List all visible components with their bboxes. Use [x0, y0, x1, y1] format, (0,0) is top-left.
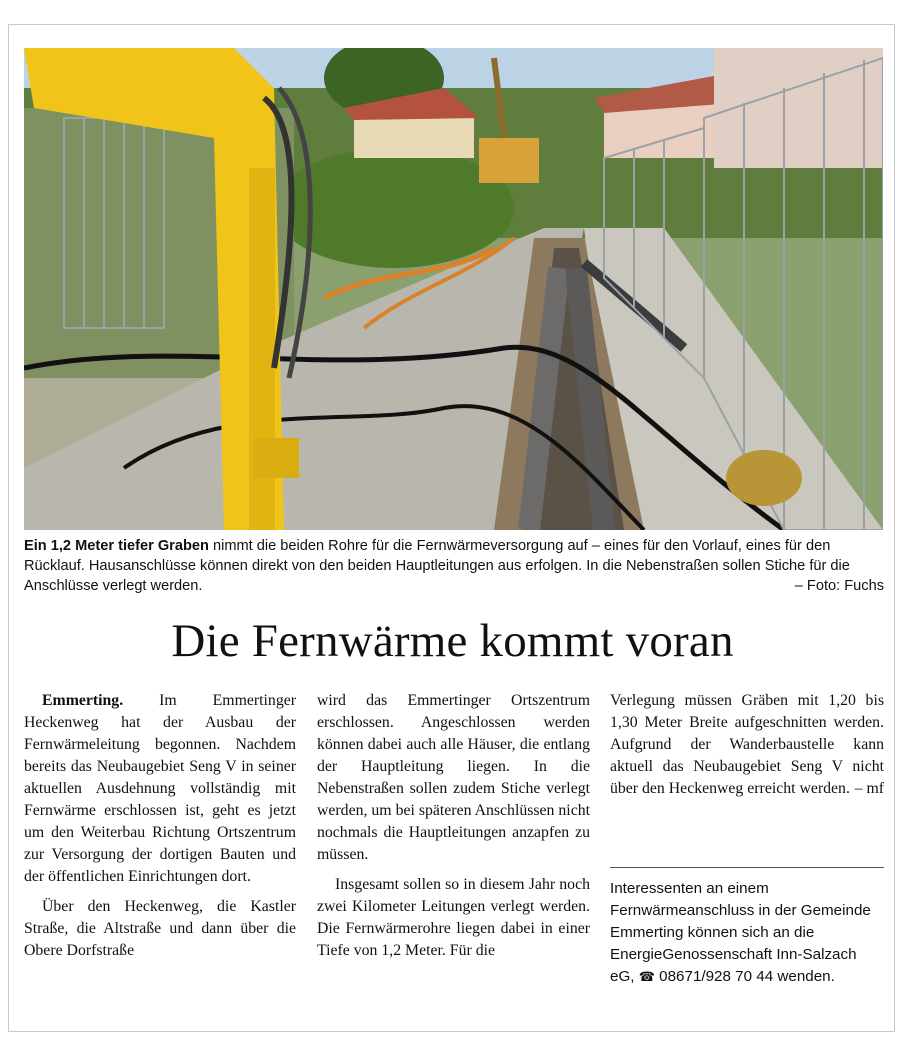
caption-text: nimmt die beiden Rohre für die Fernwärmeversorgung auf – eines für den Vorlauf, eines für den Rücklauf. Hausanschlüsse können direkt von den beiden Hauptleitungen aus erfolgen. In die Nebenstraßen sollen Stiche für die Anschlüsse verlegt werden.	[24, 538, 850, 594]
photo-credit: – Foto: Fuchs	[789, 576, 884, 596]
article-paragraph	[610, 690, 884, 800]
photo-caption	[24, 536, 884, 596]
info-box	[610, 878, 884, 988]
article-column-2	[317, 690, 590, 962]
headline: Die Fernwärme kommt voran	[171, 615, 734, 667]
article-column-3	[610, 690, 884, 800]
article-paragraph: wird das Emmertinger Ortszentrum erschlossen. Angeschlossen werden können dabei auch alle Häuser, die entlang der Hauptleitung liegen. In die Nebenstraßen sollen zudem Stiche verlegt werden, um bei späteren Anschlüssen nicht nochmals die Hauptleitungen anzapfen zu müssen.	[317, 692, 590, 863]
author-signature: – mf	[854, 780, 884, 797]
dateline: Emmerting.	[42, 692, 124, 709]
paragraph-text: Verlegung müssen Gräben mit 1,20 bis 1,30 Meter Breite aufgeschnitten werden. Aufgrund der Wanderbaustelle kann aktuell das Neubaugebiet Seng V nicht über den Heckenweg erreicht werden.	[610, 692, 884, 797]
construction-photo	[24, 48, 883, 530]
paragraph-text: Im Emmertinger Heckenweg hat der Ausbau der Fernwärmeleitung begonnen. Nachdem bereits das Neubaugebiet Seng V in seiner aktuellen Ausdehnung vollständig mit Fernwärme erschlossen ist, geht es jetzt um den Weiterbau Richtung Ortszentrum zur Versorgung der dortigen Bauten und der öffentlichen Einrichtungen dort.	[24, 692, 296, 885]
caption-lead: Ein 1,2 Meter tiefer Graben	[24, 538, 209, 554]
article-paragraph	[24, 690, 296, 888]
info-text: Interessenten an einem Fernwärmeanschluss in der Gemeinde Emmerting können sich an die EnergieGenossenschaft Inn-Salzach eG,	[610, 880, 871, 985]
article-paragraph: Insgesamt sollen so in diesem Jahr noch zwei Kilometer Leitungen verlegt werden. Die Fernwärmerohre liegen dabei in einer Tiefe von 1,2 Meter. Für die	[317, 876, 590, 959]
info-end: wenden.	[777, 968, 835, 985]
phone-number: 08671/928 70 44	[659, 968, 774, 985]
article-paragraph: Über den Heckenweg, die Kastler Straße, die Altstraße und dann über die Obere Dorfstraße	[24, 898, 296, 959]
telephone-icon: ☎	[638, 969, 655, 984]
article-column-1	[24, 690, 296, 962]
divider	[610, 867, 884, 868]
